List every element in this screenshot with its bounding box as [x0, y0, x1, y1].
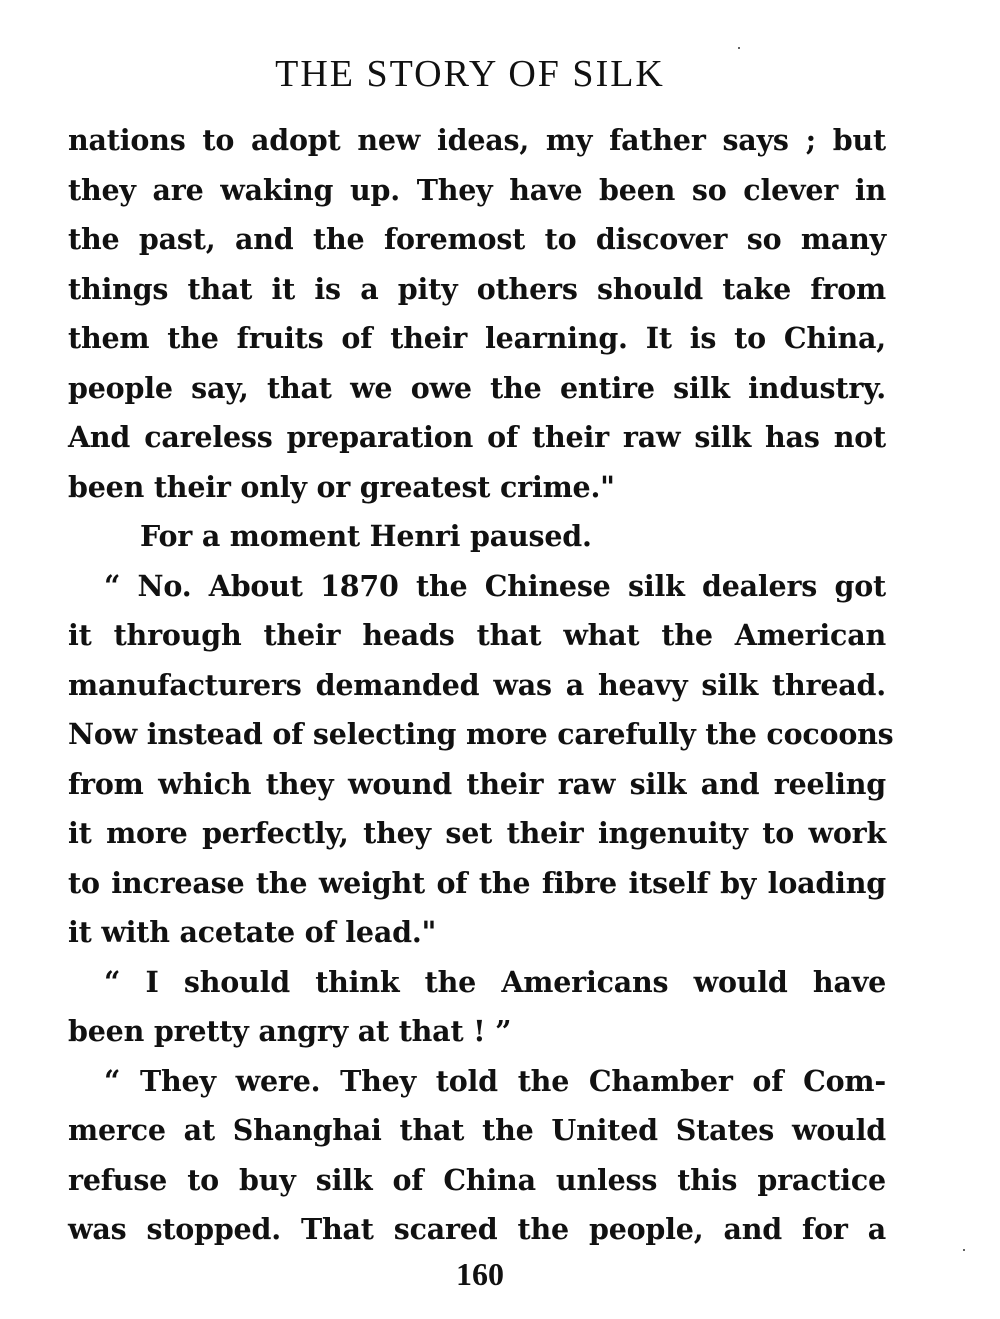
- text-line: And careless preparation of their raw silk has not: [68, 420, 886, 454]
- paragraph-continuation: [68, 116, 886, 512]
- text-line: to increase the weight of the fibre itself by loading: [68, 865, 886, 900]
- text-line: it through their heads that what the American: [68, 618, 886, 652]
- text-line: from which they wound their raw silk and reeling: [68, 766, 886, 801]
- text-line: been their only or greatest crime.": [68, 469, 615, 504]
- paragraph-americans-angry: [68, 958, 886, 1057]
- text-line: “ No. About 1870 the Chinese silk dealers got: [104, 568, 886, 603]
- paragraph-chinese-dealers: [68, 562, 894, 958]
- scan-speck: [738, 47, 740, 49]
- scan-speck: [963, 1249, 965, 1251]
- text-line: them the fruits of their learning. It is to China,: [68, 321, 886, 355]
- page-number: 160: [456, 1256, 504, 1292]
- text-line: refuse to buy silk of China unless this practice: [68, 1162, 886, 1197]
- text-line: was stopped. That scared the people, and for a: [68, 1212, 886, 1246]
- text-line: been pretty angry at that ! ”: [68, 1014, 512, 1048]
- running-head: THE STORY OF SILK: [275, 53, 665, 95]
- text-line: merce at Shanghai that the United States would: [68, 1113, 886, 1147]
- page-body: [68, 116, 894, 1255]
- text-line: “ They were. They told the Chamber of Com-: [104, 1063, 886, 1098]
- text-line: nations to adopt new ideas, my father says ; but: [68, 123, 886, 157]
- text-line: things that it is a pity others should take from: [68, 271, 886, 306]
- text-line: Now instead of selecting more carefully the cocoons: [68, 717, 894, 751]
- text-line: For a moment Henri paused.: [140, 519, 592, 553]
- text-line: manufacturers demanded was a heavy silk thread.: [68, 667, 886, 702]
- text-line: the past, and the foremost to discover so many: [68, 222, 886, 256]
- paragraph-chamber-of-commerce: [68, 1057, 886, 1255]
- text-line: they are waking up. They have been so clever in: [68, 172, 886, 207]
- text-line: people say, that we owe the entire silk industry.: [68, 370, 886, 405]
- text-line: it more perfectly, they set their ingenuity to work: [68, 816, 886, 850]
- paragraph-henri-paused: [68, 512, 886, 562]
- text-line: it with acetate of lead.": [68, 915, 437, 949]
- text-line: “ I should think the Americans would have: [104, 964, 886, 999]
